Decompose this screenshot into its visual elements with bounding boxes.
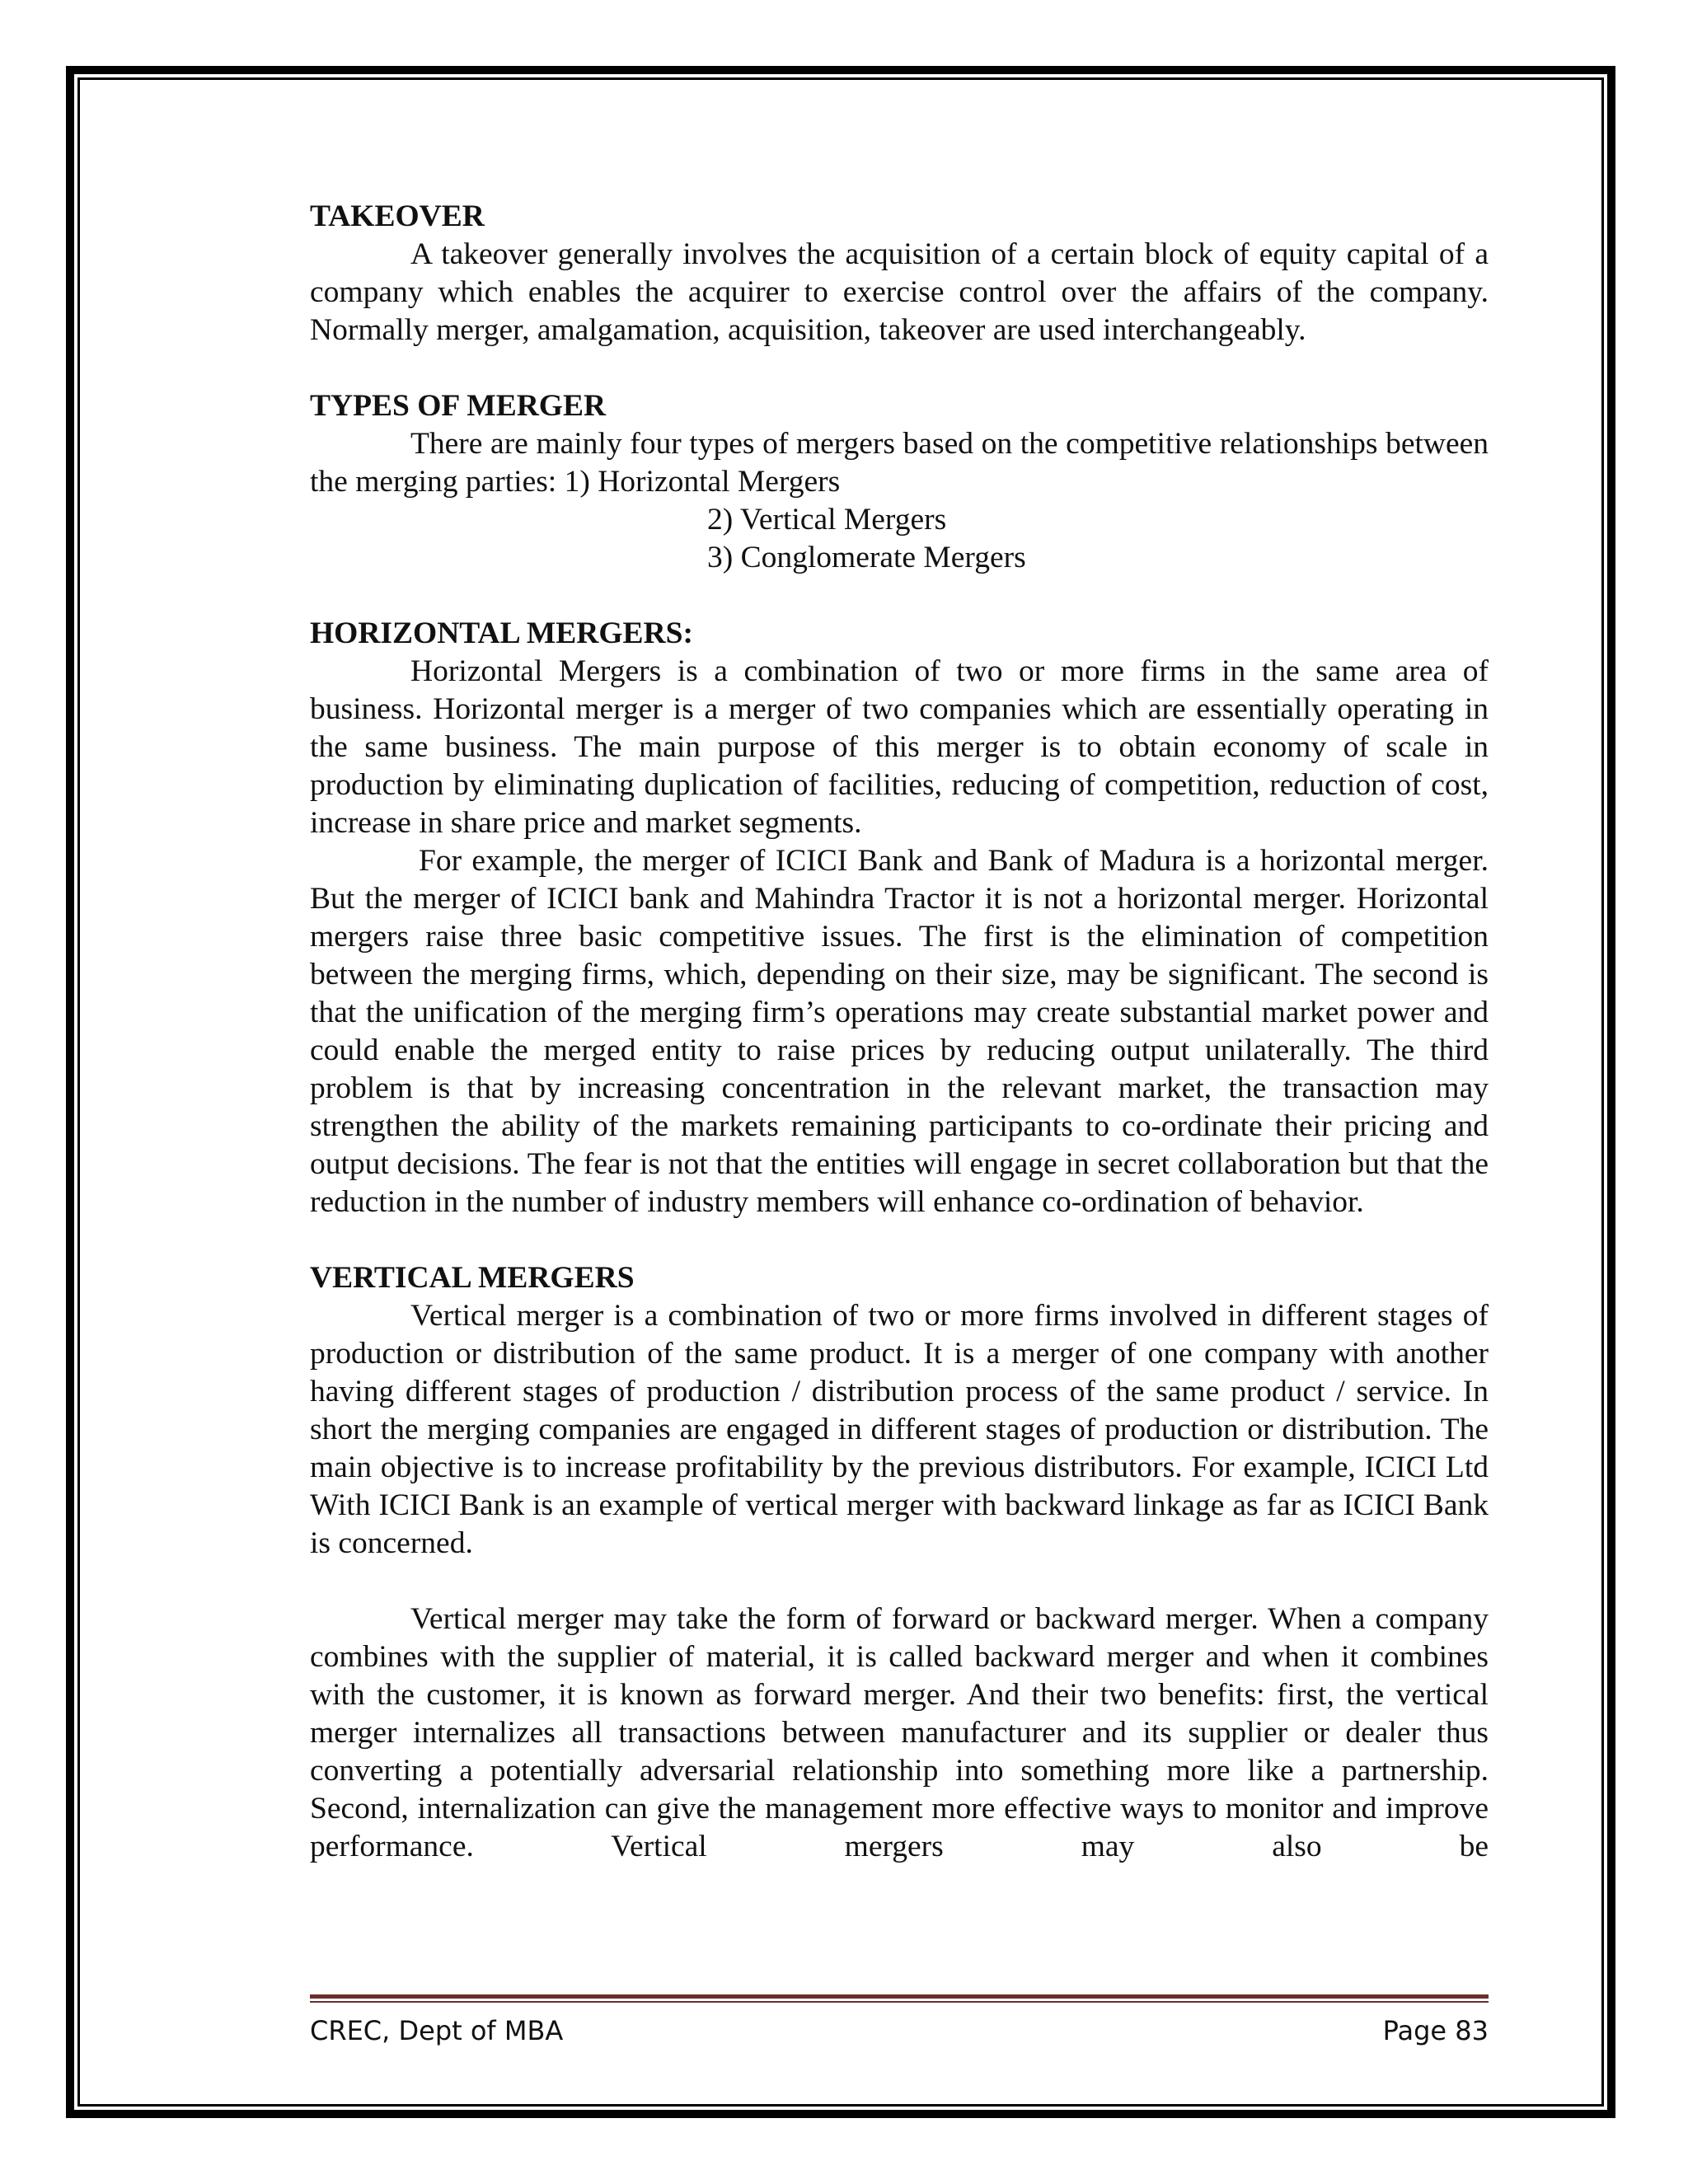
- spacer: [310, 1221, 1489, 1259]
- horizontal-mergers-paragraph-1: Horizontal Mergers is a combination of two or more firms in the same area of business. Horizontal merger is a merger of two companies which are essentially operating in the same business. The main purpose of this merger is to obtain economy of scale in production by eliminating duplication of facilities, reducing of competition, reduction of cost, increase in share price and market segments.: [310, 654, 1489, 840]
- footer-department: CREC, Dept of MBA: [310, 2015, 564, 2046]
- vertical-mergers-paragraph-1: Vertical merger is a combination of two or more firms involved in different stages of production or distribution of the same product. It is a merger of one company with another having different stages of production / distribution process of the same product / service. In short the merging companies are engaged in different stages of production or distribution. The main objective is to increase profitability by the previous distributors. For example, ICICI Ltd With ICICI Bank is an example of vertical merger with backward linkage as far as ICICI Bank is concerned.: [310, 1299, 1489, 1560]
- horizontal-mergers-heading: HORIZONTAL MERGERS:: [310, 616, 693, 650]
- types-of-merger-heading: TYPES OF MERGER: [310, 389, 607, 423]
- types-list-item-conglomerate: 3) Conglomerate Mergers: [707, 541, 1026, 574]
- footer-rule-thick: [310, 1994, 1489, 1999]
- spacer: [310, 349, 1489, 387]
- types-list-item-vertical: 2) Vertical Mergers: [707, 503, 947, 537]
- vertical-mergers-paragraph-2: Vertical merger may take the form of forward or backward merger. When a company combines with the supplier of material, it is called backward merger and when it combines with the customer, it is known as forward merger. And their two benefits: first, the vertical merger internalizes all transactions between manufacturer and its supplier or dealer thus converting a potentially adversarial relationship into something more like a partnership. Second, internalization can give the management more effective ways to monitor and improve performance. Vertical mergers may also be: [310, 1602, 1489, 1863]
- page-body: [310, 198, 1489, 1866]
- takeover-heading: TAKEOVER: [310, 199, 485, 233]
- horizontal-mergers-paragraph-2: For example, the merger of ICICI Bank and Bank of Madura is a horizontal merger. But the merger of ICICI bank and Mahindra Tractor it is not a horizontal merger. Horizontal mergers raise three basic competitive issues. The first is the elimination of competition between the merging firms, which, depending on their size, may be significant. The second is that the unification of the merging firm’s operations may create substantial market power and could enable the merged entity to raise prices by reducing output unilaterally. The third problem is that by increasing concentration in the relevant market, the transaction may strengthen the ability of the markets remaining participants to co-ordinate their pricing and output decisions. The fear is not that the entities will engage in secret collaboration but that the reduction in the number of industry members will enhance co-ordination of behavior.: [310, 844, 1489, 1219]
- footer-rule-thin: [310, 2001, 1489, 2003]
- spacer: [310, 577, 1489, 615]
- types-of-merger-paragraph: There are mainly four types of mergers based on the competitive relationships between the merging parties: 1) Horizontal Mergers: [310, 427, 1489, 499]
- spacer: [310, 1563, 1489, 1601]
- footer-page-number: Page 83: [1382, 2015, 1489, 2046]
- vertical-mergers-heading: VERTICAL MERGERS: [310, 1261, 635, 1295]
- takeover-paragraph: A takeover generally involves the acquisition of a certain block of equity capital of a company which enables the acquirer to exercise control over the affairs of the company. Normally merger, amalgamation, acquisition, takeover are used interchangeably.: [310, 237, 1489, 347]
